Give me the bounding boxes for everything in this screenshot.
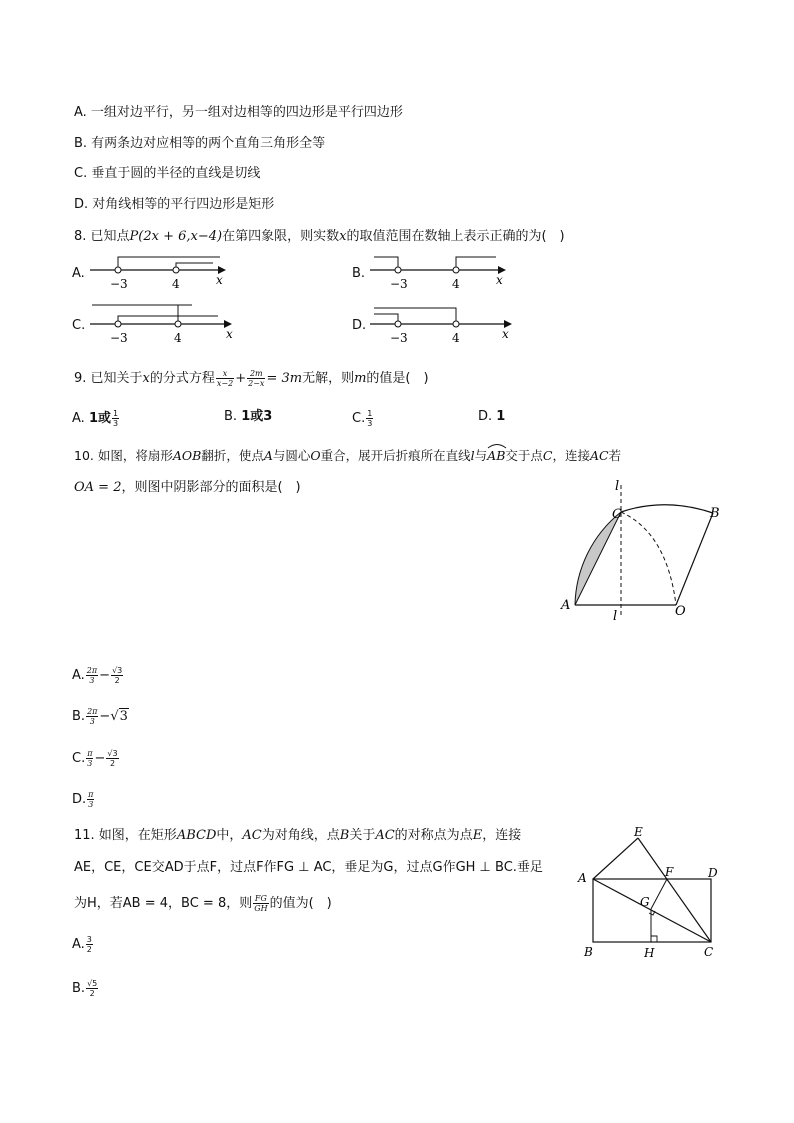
q10-arc-text: AB (487, 448, 506, 463)
q10-a-frac2 (111, 666, 123, 685)
tick-label-4: 4 (452, 277, 460, 291)
q9-c-frac-den: 3 (367, 419, 373, 428)
q10-a: A (263, 448, 273, 463)
q10-stem-line2 (74, 480, 301, 496)
q9-b-value: 1或3 (241, 409, 273, 424)
q9-stem-mid: 的分式方程 (149, 371, 215, 386)
label-l-top: l (615, 479, 620, 494)
q10-eq: OA = 2 (74, 480, 122, 495)
open-point-4 (175, 321, 181, 327)
q10-a-minus: − (99, 668, 111, 683)
segment-ae (593, 838, 638, 879)
q10-a-frac1 (86, 666, 98, 685)
q10-mid: 翻折，使点 (201, 448, 264, 463)
q9-stem-suffix: 的值是( ) (366, 371, 429, 386)
q9-option-d (478, 409, 505, 425)
open-point-neg3 (115, 267, 121, 273)
q9-stem (74, 369, 429, 388)
range-bracket-mid (118, 316, 178, 324)
q9-a-fraction (112, 409, 119, 428)
tick-label-4: 4 (172, 277, 180, 291)
q10-prefix: 10. 如图，将扇形 (74, 448, 173, 463)
axis-var: x (502, 327, 509, 341)
open-point-4 (173, 267, 179, 273)
segment-ob (676, 513, 713, 605)
q10-b-den1: 3 (89, 717, 95, 726)
q10-option-d (72, 790, 95, 809)
q11-line3-prefix: 为H，若AB = 4，BC = 8，则 (74, 896, 253, 911)
q10-line2-suffix: ，则图中阴影部分的面积是( ) (121, 480, 301, 495)
q8-label-d: D. (352, 318, 367, 333)
q11-b-den: 2 (89, 989, 95, 998)
axis-var: x (496, 273, 503, 287)
label-e: E (634, 826, 643, 839)
q10-suffix: 若 (608, 448, 622, 463)
q11-option-b (72, 979, 99, 998)
tick-label-neg3: −3 (110, 331, 128, 345)
q11-fraction (253, 894, 268, 913)
q10-option-a (72, 666, 124, 685)
q9-fraction-2 (247, 369, 265, 388)
q10-d-num: π (88, 790, 94, 799)
q10-d-label: D. (72, 792, 87, 807)
q9-a-frac-num: 1 (112, 409, 119, 418)
q11-b-label: B. (72, 981, 86, 996)
q9-option-a (72, 409, 120, 428)
q11-stem-line3 (74, 894, 332, 913)
q11-abcd: ABCD (176, 828, 217, 843)
q8-stem-suffix: 的取值范围在数轴上表示正确的为( ) (346, 229, 565, 244)
q7-option-a: A. 一组对边平行，另一组对边相等的四边形是平行四边形 (74, 105, 403, 120)
q11-mid2: 为对角线，点 (261, 828, 340, 843)
q11-prefix: 11. 如图，在矩形 (74, 828, 177, 843)
label-a: A (561, 598, 571, 613)
arc-cb (621, 505, 713, 513)
folded-arc (621, 512, 676, 605)
q10-mid2: 与圆心 (272, 448, 311, 463)
q9-d-value: 1 (496, 409, 506, 424)
q9-frac2-den: 2−x (248, 379, 265, 388)
label-c: C (612, 507, 622, 522)
label-o: O (675, 604, 686, 619)
q11-frac-den: GH (254, 904, 268, 913)
q8-stem-mid: 在第四象限，则实数 (222, 229, 340, 244)
q8-stem-prefix: 8. 已知点 (74, 229, 130, 244)
q10-mid6: ，连接 (552, 448, 590, 463)
q10-c-minus: − (94, 751, 106, 766)
range-bracket-right (176, 263, 213, 270)
q10-c-label: C. (72, 751, 86, 766)
q11-b-frac (86, 979, 98, 998)
q11-mid: 中， (216, 828, 243, 843)
q9-a-value: 1或 (88, 411, 111, 426)
q11-stem-line2: AE，CE，CE交AD于点F，过点F作FG ⊥ AC，垂足为G，过点G作GH ⊥ BC.垂足 (74, 860, 543, 875)
q10-b-num1: 2π (87, 707, 98, 716)
q9-plus: + (235, 371, 247, 386)
arc-mark-icon (487, 443, 507, 449)
shaded-segment (575, 512, 621, 605)
q9-option-c (352, 409, 374, 428)
q9-a-label: A. (72, 411, 85, 426)
q10-c-frac2 (106, 749, 118, 768)
q8-label-a: A. (72, 266, 85, 281)
q10-l: l (470, 448, 475, 463)
q9-frac2-num: 2m (247, 369, 265, 379)
tick-label-neg3: −3 (110, 277, 128, 291)
q10-b-minus: − (99, 709, 111, 724)
range-bracket-left (374, 257, 398, 270)
diagonal-ac (593, 879, 711, 942)
q9-frac1-num: x (216, 369, 234, 379)
q8-numberline-d (368, 300, 518, 348)
label-g: G (640, 895, 650, 909)
q11-mid4: 的对称点为点 (394, 828, 473, 843)
q9-stem-mid2: 无解，则 (302, 371, 355, 386)
q10-c: C (542, 448, 553, 463)
q11-ac-2: AC (375, 828, 395, 843)
q10-b-label: B. (72, 709, 86, 724)
q9-d-label: D. (478, 409, 493, 424)
q10-a-num1: 2π (86, 666, 98, 675)
q10-c-den1: 3 (87, 759, 93, 768)
q10-d-den: 3 (88, 800, 94, 809)
q11-a-num: 3 (86, 935, 92, 944)
q9-option-b (224, 409, 272, 425)
q9-fraction-1 (216, 369, 234, 388)
q10-a-num2: √3 (112, 666, 123, 675)
open-point-neg3 (395, 321, 401, 327)
q11-ac: AC (242, 828, 262, 843)
axis-var: x (216, 273, 223, 287)
q11-mid3: 关于 (349, 828, 376, 843)
q10-b-frac1 (86, 707, 98, 726)
q11-b-num: √5 (87, 979, 98, 988)
q9-c-label: C. (352, 411, 366, 426)
q10-option-c (72, 749, 120, 768)
q10-b-sqrt: √3 (110, 709, 128, 724)
q10-o: O (310, 448, 321, 463)
q9-rhs: = 3m (266, 371, 303, 386)
q9-b-label: B. (224, 409, 238, 424)
label-a: A (578, 871, 587, 885)
open-point-4 (453, 321, 459, 327)
q8-label-c: C. (72, 318, 86, 333)
range-bracket-right (456, 257, 496, 270)
q10-d-frac (87, 790, 94, 809)
q10-mid4: 与 (474, 448, 488, 463)
q11-frac-num: FG (254, 894, 267, 903)
q11-a-frac (86, 935, 93, 954)
q8-var: x (339, 229, 347, 244)
q10-aob: AOB (172, 448, 202, 463)
q11-suffix: ，连接 (482, 828, 522, 843)
q10-c-frac1 (86, 749, 93, 768)
q8-stem (74, 229, 565, 245)
axis-var: x (226, 327, 233, 341)
label-d: D (708, 866, 718, 880)
segment-fg (651, 879, 667, 909)
label-f: F (665, 865, 674, 879)
q8-label-b: B. (352, 266, 366, 281)
q10-c-den2: 2 (109, 759, 116, 768)
range-bracket-outer (374, 308, 456, 324)
open-point-neg3 (115, 321, 121, 327)
q11-e: E (472, 828, 483, 843)
q10-a-den2: 2 (114, 676, 120, 685)
label-b: B (710, 506, 720, 521)
q7-option-c: C. 垂直于圆的半径的直线是切线 (74, 166, 261, 181)
open-point-neg3 (395, 267, 401, 273)
tick-label-4: 4 (174, 331, 182, 345)
label-h: H (644, 946, 655, 960)
q10-c-num2: √3 (107, 749, 118, 758)
label-b: B (584, 945, 593, 959)
q10-arc (487, 448, 505, 463)
q11-stem-line1 (74, 828, 521, 844)
q9-c-fraction (366, 409, 373, 428)
q10-stem-line1 (74, 448, 621, 464)
label-l-bottom: l (613, 609, 618, 624)
q10-ac: AC (590, 448, 609, 463)
q11-figure (574, 826, 734, 966)
range-bracket-inner (374, 314, 398, 324)
q10-mid3: 重合，展开后折痕所在直线 (320, 448, 471, 463)
q9-var: x (142, 371, 150, 386)
q11-a-den: 2 (86, 945, 92, 954)
q10-option-b (72, 707, 129, 726)
q8-numberline-c (88, 300, 238, 348)
q7-option-b: B. 有两条边对应相等的两个直角三角形全等 (74, 136, 326, 151)
q11-b: B (339, 828, 350, 843)
q11-line3-suffix: 的值为( ) (269, 896, 332, 911)
q10-c-num1: π (87, 749, 93, 758)
q8-numberline-b (368, 254, 518, 296)
q7-option-d: D. 对角线相等的平行四边形是矩形 (74, 197, 275, 212)
tick-label-neg3: −3 (390, 277, 408, 291)
segment-ec (638, 838, 711, 942)
q8-point: P(2x + 6,x−4) (129, 229, 223, 244)
q8-numberline-a (88, 254, 238, 296)
q10-a-den1: 3 (89, 676, 95, 685)
label-c: C (704, 945, 714, 959)
q11-option-a (72, 935, 94, 954)
q10-b-radicand: 3 (119, 709, 128, 724)
tick-label-neg3: −3 (390, 331, 408, 345)
open-point-4 (453, 267, 459, 273)
q10-a-label: A. (72, 668, 85, 683)
q9-var-m: m (354, 371, 367, 386)
q9-c-frac-num: 1 (367, 409, 373, 418)
right-angle-h (651, 936, 657, 942)
tick-label-4: 4 (452, 331, 460, 345)
q10-figure (555, 475, 735, 625)
q9-frac1-den: x−2 (216, 379, 234, 388)
q9-a-frac-den: 3 (112, 419, 119, 428)
q11-a-label: A. (72, 937, 85, 952)
q10-mid5: 交于点 (505, 448, 543, 463)
q9-stem-prefix: 9. 已知关于 (74, 371, 143, 386)
